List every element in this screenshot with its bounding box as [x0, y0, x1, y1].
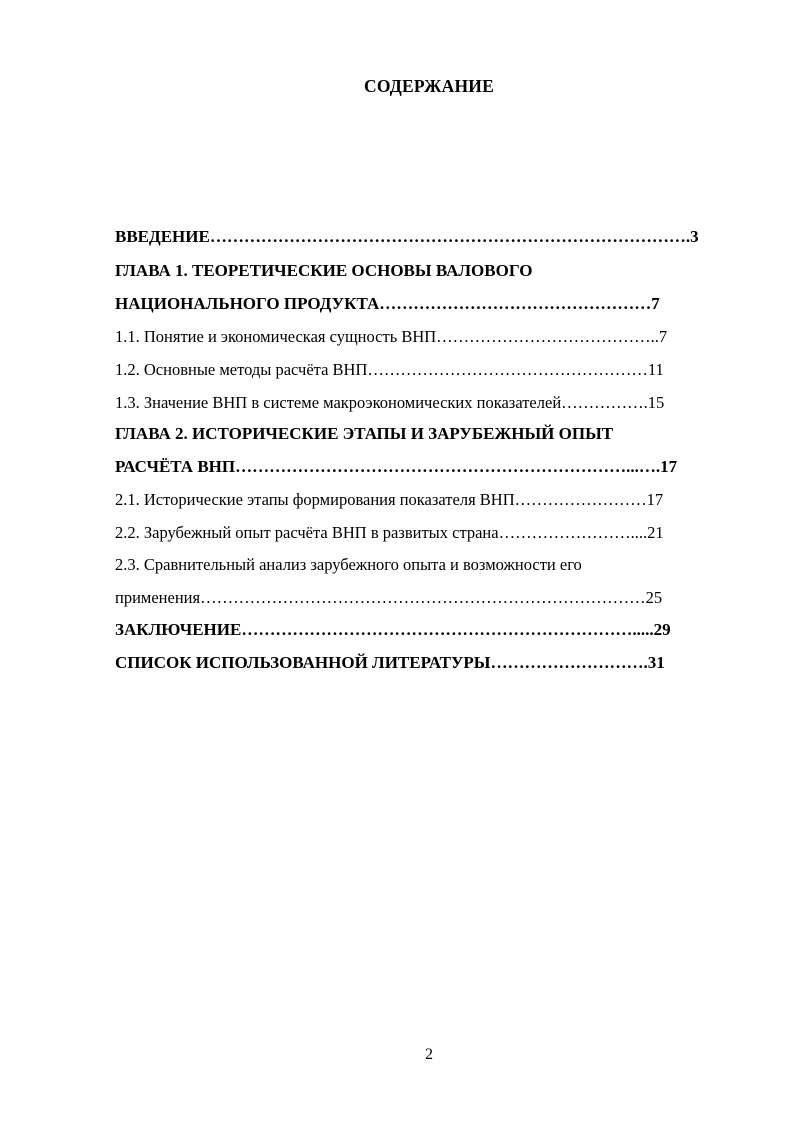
page-number: 2: [425, 1046, 433, 1063]
toc-entry-conclusion[interactable]: ЗАКЛЮЧЕНИЕ…………………………………………………………….....29: [115, 620, 671, 639]
toc-entry-1-3[interactable]: 1.3. Значение ВНП в системе макроэкономических показателей…………….15: [115, 393, 665, 412]
toc-entry-bibliography[interactable]: СПИСОК ИСПОЛЬЗОВАННОЙ ЛИТЕРАТУРЫ……………………….31: [115, 653, 665, 672]
toc-entry-1-2[interactable]: 1.2. Основные методы расчёта ВНП……………………………………………11: [115, 360, 664, 379]
toc-entry-chapter-1-line-1[interactable]: ГЛАВА 1. ТЕОРЕТИЧЕСКИЕ ОСНОВЫ ВАЛОВОГО: [115, 261, 533, 280]
toc-entry-2-2[interactable]: 2.2. Зарубежный опыт расчёта ВНП в развитых страна……………………....21: [115, 523, 664, 542]
toc-entry-chapter-2-line-1[interactable]: ГЛАВА 2. ИСТОРИЧЕСКИЕ ЭТАПЫ И ЗАРУБЕЖНЫЙ ОПЫТ: [115, 424, 614, 443]
toc-entry-2-3-line-2[interactable]: применения………………………………………………………………………25: [115, 588, 663, 607]
toc-entry-chapter-1-line-2[interactable]: НАЦИОНАЛЬНОГО ПРОДУКТА…………………………………………7: [115, 294, 660, 313]
toc-entry-chapter-2-line-2[interactable]: РАСЧЁТА ВНП……………………………………………………………...….17: [115, 457, 678, 476]
toc-entry-introduction[interactable]: ВВЕДЕНИЕ………………………………………………………………………….3: [115, 227, 699, 246]
page-title: СОДЕРЖАНИЕ: [363, 76, 494, 96]
toc-entry-1-1[interactable]: 1.1. Понятие и экономическая сущность ВНП…………………………………..7: [115, 327, 668, 346]
toc-entry-2-1[interactable]: 2.1. Исторические этапы формирования показателя ВНП……………………17: [115, 490, 664, 509]
toc-entry-2-3-line-1[interactable]: 2.3. Сравнительный анализ зарубежного опыта и возможности его: [115, 555, 582, 574]
